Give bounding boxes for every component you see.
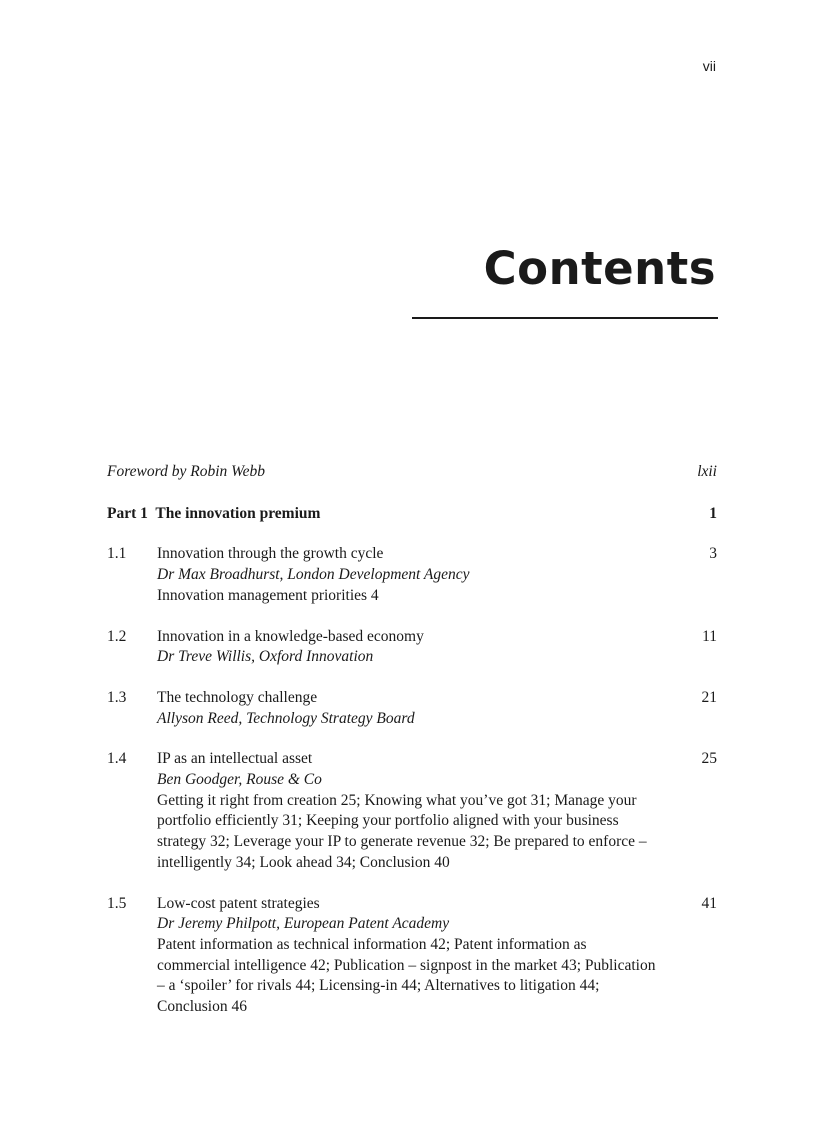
- page-title: Contents: [483, 242, 716, 295]
- chapter-page: 21: [701, 688, 717, 706]
- chapter-number: 1.4: [107, 750, 127, 768]
- chapter-topics: Innovation management priorities 4: [157, 586, 379, 604]
- toc-chapter[interactable]: [107, 894, 717, 1018]
- part-label: Part 1 The innovation premium: [107, 504, 321, 522]
- chapter-number: 1.5: [107, 894, 127, 912]
- foreword-page: lxii: [697, 463, 717, 480]
- chapter-title: Innovation in a knowledge-based economy: [157, 627, 424, 645]
- title-rule: [412, 317, 718, 319]
- chapter-author: Dr Jeremy Philpott, European Patent Academy: [157, 915, 450, 933]
- toc-chapter[interactable]: [107, 688, 717, 729]
- chapter-title: The technology challenge: [157, 688, 318, 706]
- table-of-contents: [107, 462, 717, 1018]
- toc-chapter[interactable]: [107, 544, 717, 606]
- chapter-number: 1.1: [107, 545, 127, 563]
- page-number: vii: [702, 58, 716, 74]
- toc-part-1[interactable]: [107, 504, 717, 525]
- toc-chapter[interactable]: [107, 749, 717, 873]
- chapter-title: Low-cost patent strategies: [157, 894, 320, 912]
- chapter-title: IP as an intellectual asset: [157, 750, 313, 768]
- chapter-number: 1.3: [107, 688, 127, 706]
- toc-chapter[interactable]: [107, 627, 717, 668]
- chapter-topics: Patent information as technical information 42; Patent information as commercial intelligence 42; Publication – signpost in the market 43; Publication – a ‘spoiler’ for rivals 44; Licensing-in 44; Alternatives to litigation 44; Conclusion 46: [157, 935, 656, 1016]
- chapter-page: 3: [709, 545, 717, 563]
- chapter-author: Dr Treve Willis, Oxford Innovation: [157, 648, 374, 666]
- chapter-topics: Getting it right from creation 25; Knowing what you’ve got 31; Manage your portfolio efficiently 31; Keeping your portfolio aligned with your business strategy 32; Leverage your IP to generate revenue 32; Be prepared to enforce – intelligently 34; Look ahead 34; Conclusion 40: [157, 791, 647, 871]
- chapter-page: 11: [702, 627, 717, 645]
- chapter-number: 1.2: [107, 627, 127, 645]
- chapter-author: Dr Max Broadhurst, London Development Agency: [157, 566, 470, 584]
- chapter-author: Allyson Reed, Technology Strategy Board: [157, 709, 415, 727]
- chapter-page: 25: [701, 750, 717, 768]
- toc-foreword[interactable]: [107, 462, 717, 483]
- chapter-author: Ben Goodger, Rouse & Co: [157, 771, 322, 789]
- chapter-title: Innovation through the growth cycle: [157, 545, 384, 563]
- part-page: 1: [709, 504, 717, 522]
- chapter-page: 41: [701, 894, 717, 912]
- foreword-label: Foreword by Robin Webb: [107, 463, 265, 480]
